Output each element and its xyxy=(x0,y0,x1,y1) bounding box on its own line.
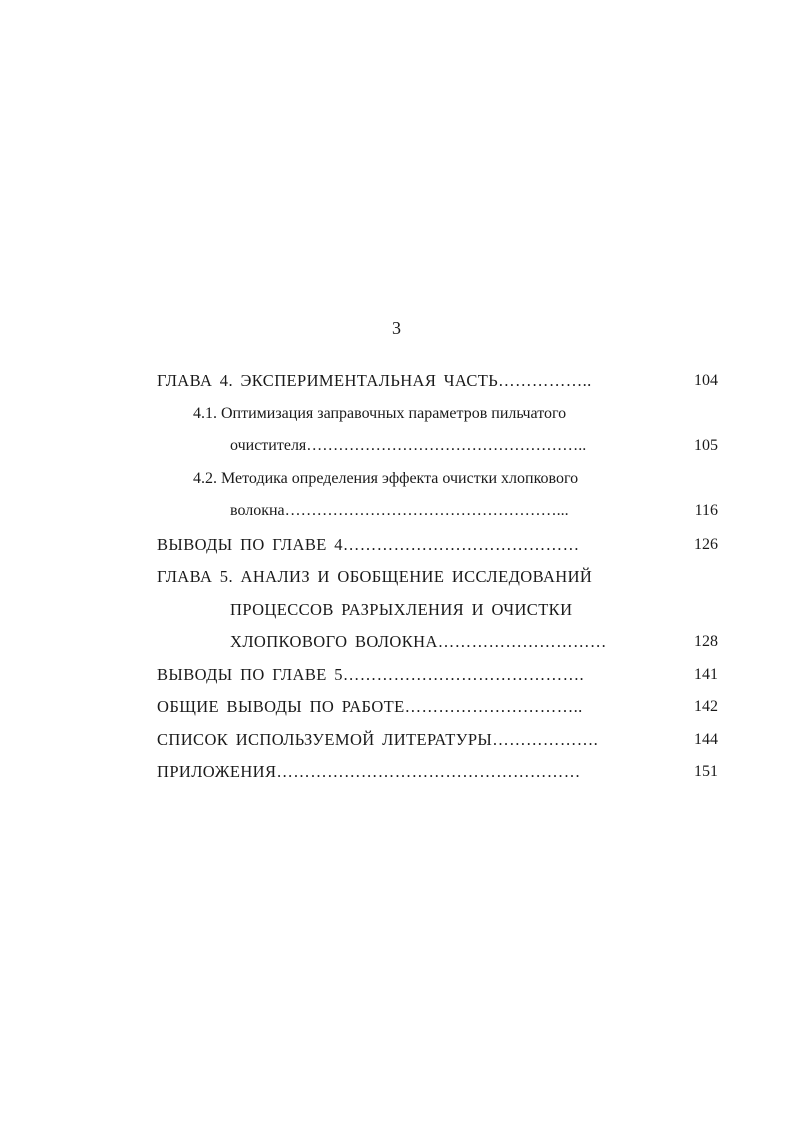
toc-entry-conclusions-5[interactable]: ВЫВОДЫ ПО ГЛАВЕ 5……………………………………. xyxy=(157,665,585,684)
toc-entry-chapter-5-line-2[interactable]: ПРОЦЕССОВ РАЗРЫХЛЕНИЯ И ОЧИСТКИ xyxy=(230,600,573,619)
toc-page-references: 144 xyxy=(694,731,718,748)
toc-entry-4-1-line-1[interactable]: 4.1. Оптимизация заправочных параметров пильчатого xyxy=(193,405,567,422)
toc-entry-chapter-5-line-1[interactable]: ГЛАВА 5. АНАЛИЗ И ОБОБЩЕНИЕ ИССЛЕДОВАНИЙ xyxy=(157,567,593,586)
toc-entry-general-conclusions[interactable]: ОБЩИЕ ВЫВОДЫ ПО РАБОТЕ………………………….. xyxy=(157,697,583,716)
toc-page-appendices: 151 xyxy=(694,763,718,780)
toc-entry-chapter-4[interactable]: ГЛАВА 4. ЭКСПЕРИМЕНТАЛЬНАЯ ЧАСТЬ…………….. xyxy=(157,371,592,390)
toc-entry-appendices[interactable]: ПРИЛОЖЕНИЯ……………………………………………… xyxy=(157,762,581,781)
toc-entry-chapter-5-line-3[interactable]: ХЛОПКОВОГО ВОЛОКНА………………………… xyxy=(230,632,607,651)
toc-entry-4-2-line-1[interactable]: 4.2. Методика определения эффекта очистки хлопкового xyxy=(193,470,579,487)
toc-entry-4-1-line-2[interactable]: очистителя…………………………………………….. xyxy=(230,437,587,454)
toc-page-chapter-4: 104 xyxy=(694,372,718,389)
toc-page-general-conclusions: 142 xyxy=(694,698,718,715)
toc-entry-references[interactable]: СПИСОК ИСПОЛЬЗУЕМОЙ ЛИТЕРАТУРЫ………………. xyxy=(157,730,599,749)
toc-page-4-2: 116 xyxy=(694,502,718,519)
toc-page-conclusions-5: 141 xyxy=(694,666,718,683)
toc-page-4-1: 105 xyxy=(694,437,718,454)
toc-page-chapter-5: 128 xyxy=(694,633,718,650)
toc-entry-conclusions-4[interactable]: ВЫВОДЫ ПО ГЛАВЕ 4…………………………………… xyxy=(157,535,580,554)
toc-page-conclusions-4: 126 xyxy=(694,536,718,553)
page-number: 3 xyxy=(392,318,401,338)
toc-entry-4-2-line-2[interactable]: волокна……………………………………………... xyxy=(230,502,569,519)
